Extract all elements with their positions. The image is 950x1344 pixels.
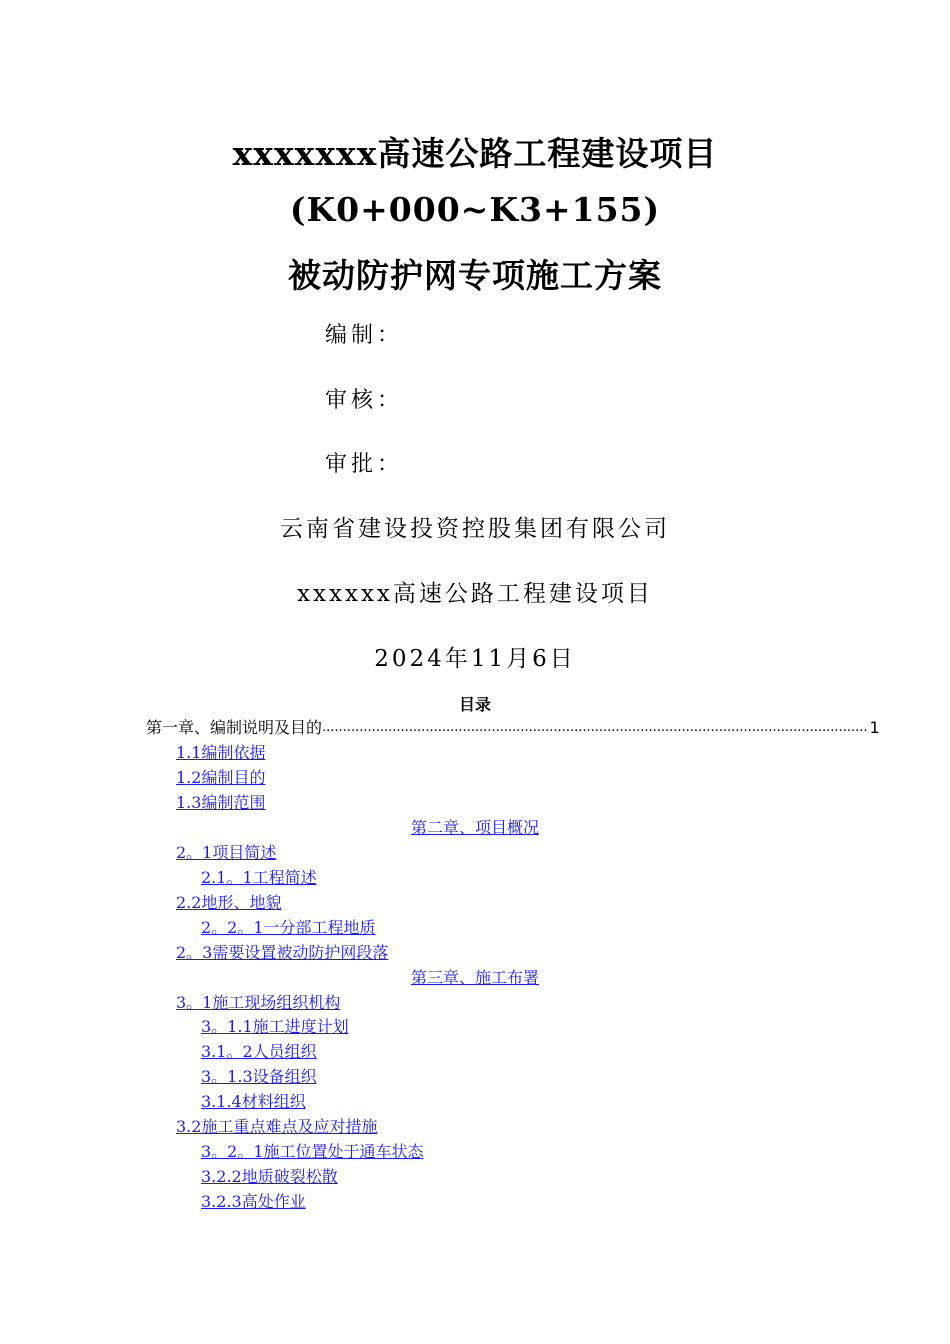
toc-leader-dots: .................................................................................................................................... <box>322 720 868 735</box>
toc-link-3-2-2[interactable]: 3.2.2地质破裂松散 <box>201 1167 338 1186</box>
toc-link-1-1[interactable]: 1.1编制依据 <box>176 743 266 762</box>
toc-link-chapter-2[interactable]: 第二章、项目概况 <box>410 818 539 837</box>
toc-link-3-1-1[interactable]: 3。1.1施工进度计划 <box>201 1017 349 1036</box>
toc-link-1-3[interactable]: 1.3编制范围 <box>176 793 266 812</box>
cover-title-line2: (K0+000~K3+155) <box>289 190 661 229</box>
toc-entry-chapter-1[interactable] <box>146 718 880 738</box>
toc-link-3-2[interactable]: 3.2施工重点难点及应对措施 <box>176 1117 378 1136</box>
toc-link-1-2[interactable]: 1.2编制目的 <box>176 768 266 787</box>
toc-entry-label: 第一章、编制说明及目的 <box>146 718 323 737</box>
document-date: 2024年11月6日 <box>374 646 576 672</box>
toc-heading: 目录 <box>458 695 491 714</box>
cover-title-line1: xxxxxxx高速公路工程建设项目 <box>232 134 718 173</box>
toc-chapter-2-row <box>0 818 950 838</box>
toc-page-number: 1 <box>869 718 880 737</box>
toc-link-2-1[interactable]: 2。1项目简述 <box>176 843 277 862</box>
review-label: 审核： <box>325 388 404 413</box>
toc-link-chapter-3[interactable]: 第三章、施工布署 <box>410 968 539 987</box>
toc-link-3-1-3[interactable]: 3。1.3设备组织 <box>201 1067 317 1086</box>
toc-chapter-3-row <box>0 968 950 988</box>
cover-title-line3: 被动防护网专项施工方案 <box>288 256 662 295</box>
toc-link-3-2-3[interactable]: 3.2.3高处作业 <box>201 1192 306 1211</box>
toc-link-2-1-1[interactable]: 2.1。1工程简述 <box>201 868 317 887</box>
toc-link-2-2[interactable]: 2.2地形、地貌 <box>176 893 282 912</box>
compile-label: 编制： <box>325 323 404 348</box>
toc-link-3-2-1[interactable]: 3。2。1施工位置处于通车状态 <box>201 1142 424 1161</box>
company-name: 云南省建设投资控股集团有限公司 <box>280 516 670 542</box>
toc-link-3-1-2[interactable]: 3.1。2人员组织 <box>201 1042 317 1061</box>
toc-link-2-2-1[interactable]: 2。2。1一分部工程地质 <box>201 918 376 937</box>
project-name: xxxxxx高速公路工程建设项目 <box>297 581 653 607</box>
approve-label: 审批： <box>325 452 404 477</box>
toc-link-3-1-4[interactable]: 3.1.4材料组织 <box>201 1092 306 1111</box>
toc-link-3-1[interactable]: 3。1施工现场组织机构 <box>176 993 341 1012</box>
toc-link-2-3[interactable]: 2。3需要设置被动防护网段落 <box>176 943 389 962</box>
